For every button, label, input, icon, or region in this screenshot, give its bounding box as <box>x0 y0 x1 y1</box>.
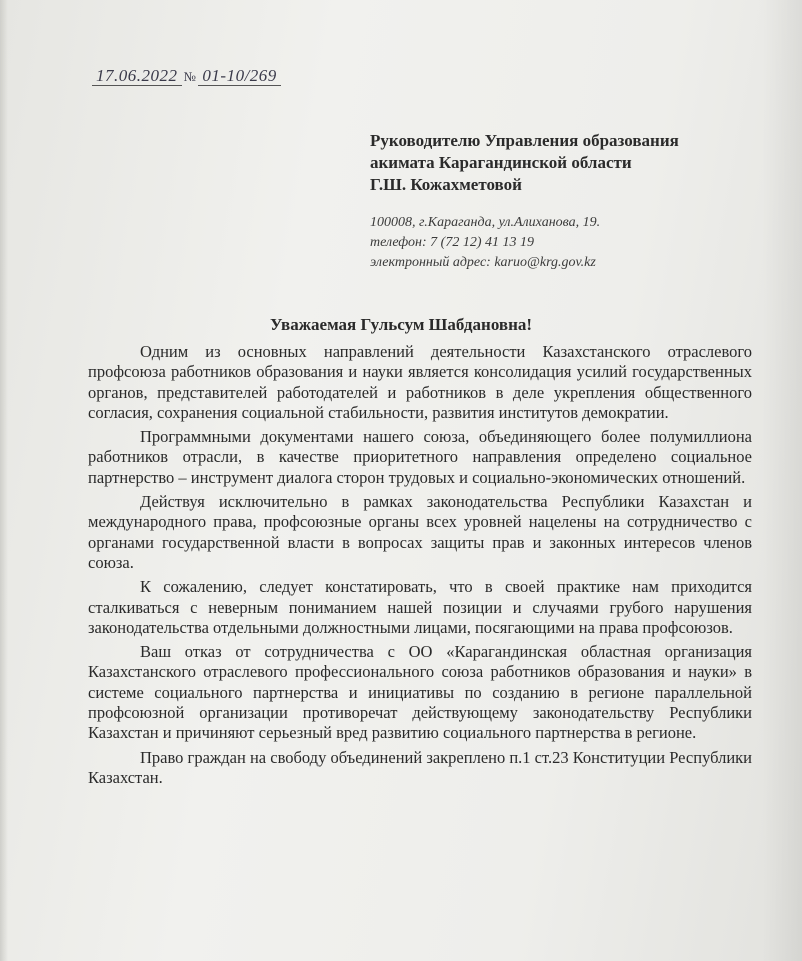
contact-email: электронный адрес: karuo@krg.gov.kz <box>370 255 596 270</box>
body-paragraph: Ваш отказ от сотрудничества с ОО «Карагандинская областная организация Казахстанского отраслевого профессионального союза работников образования и науки» в системе социального партнерства и инициативы по созданию в регионе параллельной профсоюзной организации противоречат действующему законодательству Республики Казахстан и причиняют серьезный вред развитию социального партнерства в регионе. <box>88 642 752 743</box>
body-paragraph: Одним из основных направлений деятельности Казахстанского отраслевого профсоюза работников образования и науки является консолидация усилий государственных органов, представителей работодателей и работников в деле укрепления общественного согласия, сохранения социальной стабильности, развития институтов демократии. <box>88 342 752 422</box>
addressee-contacts <box>370 213 600 273</box>
letter-body <box>88 342 752 792</box>
contact-address: 100008, г.Караганда, ул.Алиханова, 19. <box>370 215 601 230</box>
registration-number: 01-10/269 <box>198 66 280 86</box>
registration-no-sign: № <box>183 69 197 84</box>
salutation: Уважаемая Гульсум Шабдановна! <box>269 315 533 334</box>
body-paragraph: Право граждан на свободу объединений закреплено п.1 ст.23 Конституции Республики Казахстан. <box>88 747 752 787</box>
addressee-line: Г.Ш. Кожахметовой <box>370 175 522 194</box>
contact-phone: телефон: 7 (72 12) 41 13 19 <box>370 235 534 250</box>
addressee-line: акимата Карагандинской области <box>370 153 632 172</box>
body-paragraph: Программными документами нашего союза, объединяющего более полумиллиона работников отрасли, в качестве приоритетного направления определено социальное партнерство – инструмент диалога сторон трудовых и социально-экономических отношений. <box>88 427 752 487</box>
addressee-line: Руководителю Управления образования <box>370 131 679 150</box>
page-edge-shadow <box>0 0 8 961</box>
body-paragraph: К сожалению, следует констатировать, что в своей практике нам приходится сталкиваться с неверным пониманием нашей позиции и случаями грубого нарушения законодательства отдельными должностными лицами, посягающими на права профсоюзов. <box>88 577 752 637</box>
addressee-block <box>370 130 679 196</box>
page-right-shadow <box>762 0 802 961</box>
registration-date: 17.06.2022 <box>92 66 182 86</box>
registration-stamp <box>92 66 281 86</box>
body-paragraph: Действуя исключительно в рамках законодательства Республики Казахстан и международного права, профсоюзные органы всех уровней нацелены на сотрудничество с органами государственной власти в вопросах защиты прав и законных интересов членов союза. <box>88 492 752 572</box>
